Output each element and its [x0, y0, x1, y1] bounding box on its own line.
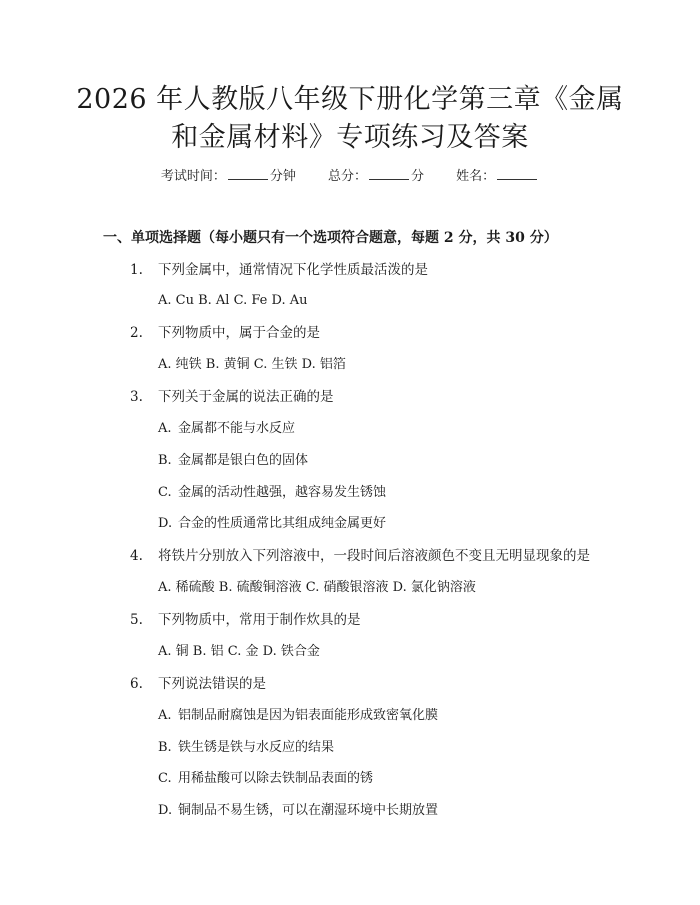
question-option: [158, 483, 386, 503]
total-score-field: [328, 167, 424, 187]
option-letter: A.: [158, 421, 172, 436]
question-option: [158, 514, 386, 534]
section-heading: 一、单项选择题（每小题只有一个选项符合题意，每题 2 分，共 30 分）: [103, 230, 558, 246]
question-stem: 下列说法错误的是: [158, 676, 266, 692]
option-text: 铜制品不易生锈，可以在潮湿环境中长期放置: [178, 803, 439, 818]
document-title-line-2: 和金属材料》专项练习及答案: [171, 122, 529, 153]
exam-time-unit: 分钟: [269, 169, 296, 184]
question-stem: 下列物质中，常用于制作炊具的是: [158, 612, 361, 628]
exam-time-label: 考试时间：: [160, 169, 226, 184]
student-name-field: [456, 167, 539, 187]
total-score-blank: [369, 167, 409, 180]
document-title-line-1: 2026 年人教版八年级下册化学第三章《金属: [76, 84, 624, 115]
question-option: [158, 738, 334, 758]
student-name-blank: [497, 167, 537, 180]
option-letter: D.: [158, 803, 173, 818]
question-option: [158, 769, 373, 789]
option-text: 金属的活动性越强，越容易发生锈蚀: [178, 485, 387, 500]
question-number: 3.: [130, 389, 143, 405]
option-text: 用稀盐酸可以除去铁制品表面的锈: [178, 771, 374, 786]
question-options: A. 稀硫酸 B. 硫酸铜溶液 C. 硝酸银溶液 D. 氯化钠溶液: [158, 580, 476, 595]
question-number: 1.: [130, 262, 143, 278]
option-text: 金属都是银白色的固体: [178, 453, 309, 468]
question-option: [158, 451, 308, 471]
option-letter: B.: [158, 740, 172, 755]
question-option: [158, 801, 438, 821]
exam-time-blank: [228, 167, 268, 180]
option-text: 铁生锈是铁与水反应的结果: [178, 740, 335, 755]
question-stem: 下列关于金属的说法正确的是: [158, 389, 334, 405]
option-letter: D.: [158, 516, 173, 531]
option-text: 金属都不能与水反应: [178, 421, 296, 436]
total-score-label: 总分：: [327, 169, 367, 184]
question-option: [158, 419, 295, 439]
option-text: 合金的性质通常比其组成纯金属更好: [178, 516, 387, 531]
question-option: [158, 706, 438, 726]
option-text: 铝制品耐腐蚀是因为铝表面能形成致密氧化膜: [178, 708, 439, 723]
question-number: 4.: [130, 548, 143, 564]
option-letter: B.: [158, 453, 172, 468]
question-options: A. 铜 B. 铝 C. 金 D. 铁合金: [158, 644, 320, 659]
question-stem: 下列金属中，通常情况下化学性质最活泼的是: [158, 262, 428, 278]
option-letter: C.: [158, 771, 172, 786]
question-options: A. Cu B. Al C. Fe D. Au: [158, 293, 308, 308]
option-letter: C.: [158, 485, 172, 500]
question-options: A. 纯铁 B. 黄铜 C. 生铁 D. 铝箔: [158, 357, 346, 372]
exam-meta-row: [0, 167, 700, 187]
total-score-unit: 分: [411, 169, 425, 184]
exam-time-field: [161, 167, 296, 187]
question-number: 6.: [130, 676, 143, 692]
option-letter: A.: [158, 708, 172, 723]
question-stem: 将铁片分别放入下列溶液中，一段时间后溶液颜色不变且无明显现象的是: [158, 548, 590, 564]
question-number: 2.: [130, 325, 143, 341]
question-stem: 下列物质中，属于合金的是: [158, 325, 320, 341]
question-number: 5.: [130, 612, 143, 628]
student-name-label: 姓名：: [456, 169, 496, 184]
